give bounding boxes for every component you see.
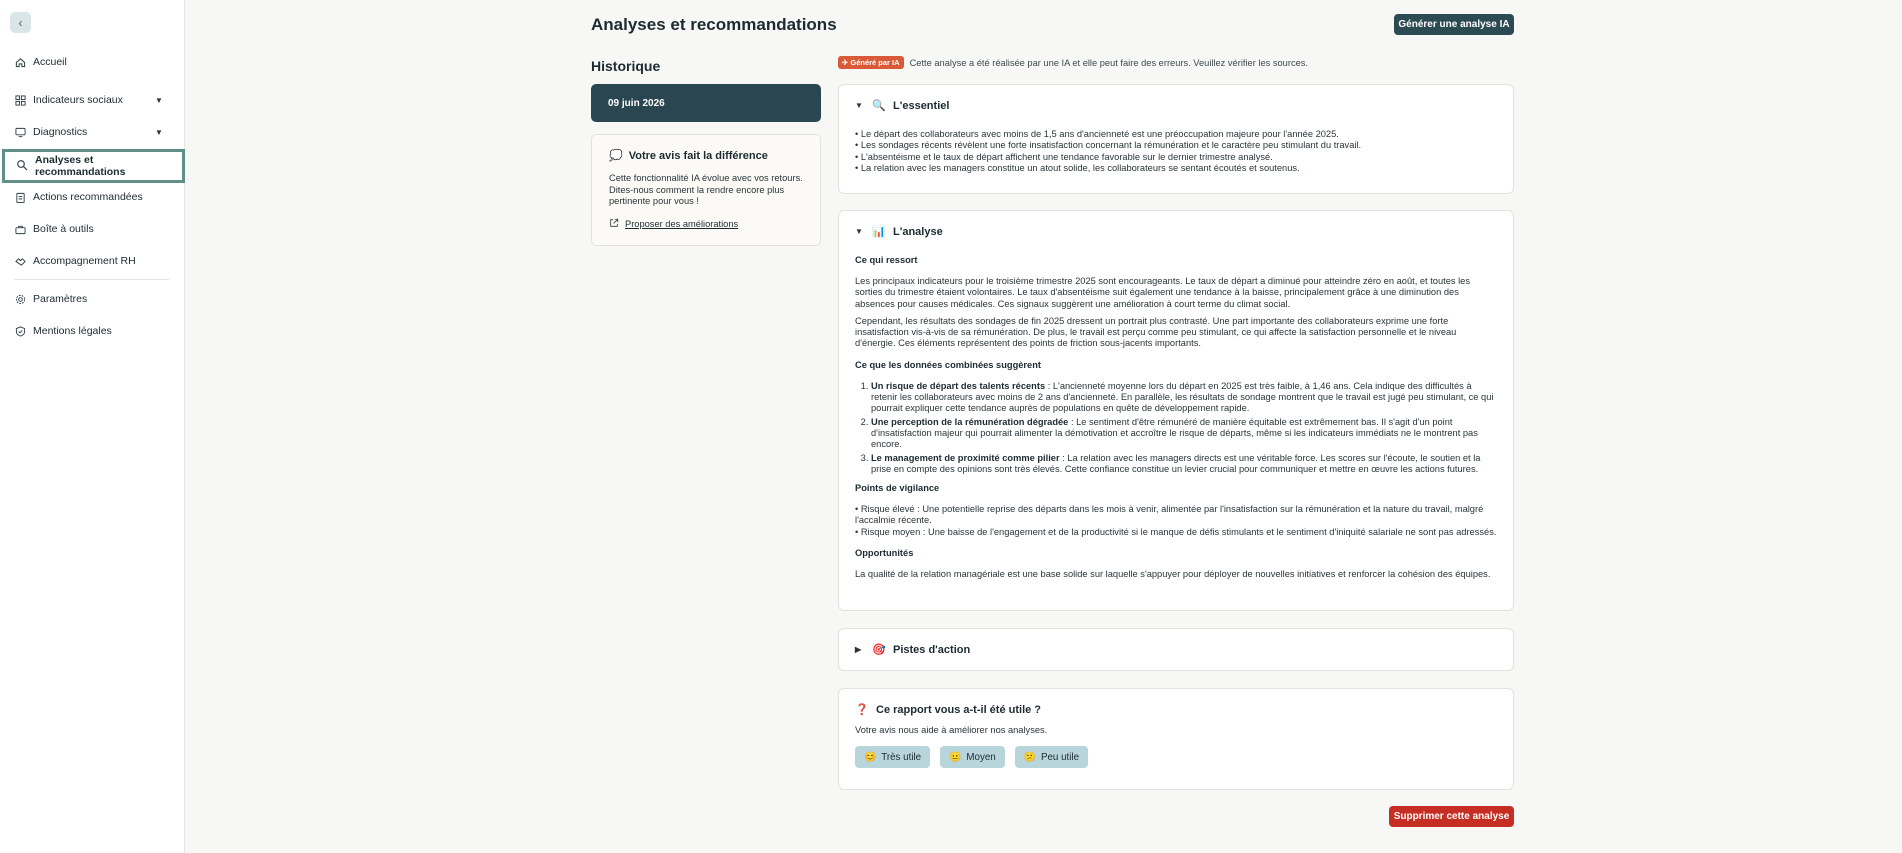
monitor-icon [14, 126, 26, 138]
rating-title-text: Ce rapport vous a-t-il été utile ? [876, 703, 1042, 716]
paragraph: La qualité de la relation managériale est une base solide sur laquelle s'appuyer pour déployer de nouvelles initiatives et renforcer la cohésion des équipes. [855, 569, 1491, 580]
list-item: • La relation avec les managers constitue un atout solide, les collaborateurs se sentant écoutés et soutenus. [855, 162, 1300, 173]
rating-options [855, 746, 1497, 768]
external-link-icon [609, 218, 619, 230]
history-item-date[interactable]: 09 juin 2026 [591, 84, 821, 122]
sad-face-icon: 😕 [1023, 751, 1036, 763]
rating-card [838, 688, 1514, 790]
home-icon [14, 56, 26, 68]
rating-option-label: Moyen [966, 751, 996, 763]
ai-generated-badge: ✈ Généré par IA [838, 56, 904, 69]
section-heading: Ce que les données combinées suggèrent [855, 359, 1041, 370]
analyse-card [838, 210, 1514, 611]
question-mark-icon: ❓ [855, 704, 869, 716]
propose-improvements-link[interactable] [609, 218, 803, 230]
toolbox-icon [14, 223, 26, 235]
shield-icon [14, 325, 26, 337]
essentiel-bullets [855, 129, 1497, 174]
section-heading: Ce qui ressort [855, 255, 918, 265]
sidebar-item-boite-a-outils[interactable] [14, 223, 94, 235]
delete-analysis-button[interactable]: Supprimer cette analyse [1389, 806, 1514, 827]
sidebar-item-label: Accompagnement RH [33, 255, 136, 267]
section-heading: Points de vigilance [855, 483, 940, 494]
essentiel-title: L'essentiel [893, 99, 950, 112]
caret-down-icon: ▼ [155, 95, 163, 105]
numbered-list [855, 381, 1497, 475]
sidebar-item-label: Actions recommandées [33, 191, 143, 203]
collapse-sidebar-button[interactable] [10, 12, 31, 33]
sidebar-item-label: Accueil [33, 56, 67, 68]
list-item-bold: Une perception de la rémunération dégradée [871, 416, 1069, 427]
sidebar-item-actions-recommandees[interactable] [14, 191, 143, 203]
list-item-bold: Le management de proximité comme pilier [871, 452, 1060, 463]
neutral-face-icon: 😐 [949, 751, 962, 763]
bar-chart-icon: 📊 [872, 226, 886, 238]
pistes-card [838, 628, 1514, 671]
analyse-title: L'analyse [893, 225, 943, 238]
list-item: • Risque élevé : Une potentielle reprise des départs dans les mois à venir, alimentée par l'insatisfaction sur la rémunération et la nature du travail, malgré l'accalmie récente. [855, 504, 1484, 526]
chevron-left-icon: ‹ [18, 15, 23, 30]
rating-option-label: Très utile [881, 751, 922, 763]
paragraph: Les principaux indicateurs pour le troisième trimestre 2025 sont encourageants. Le taux de départ a diminué pour atteindre zéro en août, et toutes les sorties du trimestre étaient volontaires. Le taux d'absentéisme suit également une tendance à la baisse, principalement grâce à une diminution des absences pour causes médicales. Ces signaux suggèrent une amélioration à court terme du climat social. [855, 276, 1470, 309]
essentiel-card [838, 84, 1514, 194]
happy-face-icon: 😊 [864, 751, 877, 763]
list-item: • Le départ des collaborateurs avec moins de 1,5 ans d'ancienneté est une préoccupation majeure pour l'année 2025. [855, 129, 1339, 139]
pistes-title: Pistes d'action [893, 643, 971, 656]
ai-notice-text: Cette analyse a été réalisée par une IA et elle peut faire des erreurs. Veuillez vérifier les sources. [909, 57, 1308, 68]
sidebar-item-label: Indicateurs sociaux [33, 94, 123, 106]
feedback-card [591, 134, 821, 246]
rating-title [855, 703, 1497, 716]
sidebar-item-label: Boîte à outils [33, 223, 94, 235]
feedback-card-text: Cette fonctionnalité IA évolue avec vos retours. Dites-nous comment la rendre encore plus pertinente pour vous ! [609, 173, 803, 206]
essentiel-header[interactable] [855, 99, 1497, 112]
section-heading: Opportunités [855, 548, 914, 559]
sidebar-item-analyses-et-recommandations[interactable] [2, 149, 185, 183]
paragraph: Cependant, les résultats des sondages de fin 2025 dressent un portrait plus contrasté. Une part importante des collaborateurs exprime une forte insatisfaction vis-à-vis de sa rémunération. De plus, le travail est perçu comme peu stimulant, ce qui affecte la satisfaction personnelle et le niveau d'énergie. Ces éléments représentent des points de friction sous-jacents importants. [855, 315, 1457, 349]
generate-analysis-button[interactable]: Générer une analyse IA [1394, 14, 1514, 35]
sidebar-item-parametres[interactable] [14, 293, 87, 305]
propose-improvements-link-text: Proposer des améliorations [625, 218, 739, 229]
list-item [871, 381, 1497, 415]
handshake-icon [14, 255, 26, 267]
sparkle-search-icon [16, 159, 28, 174]
caret-down-icon: ▼ [855, 101, 863, 110]
rating-option-label: Peu utile [1040, 751, 1080, 763]
ai-notice [838, 56, 1308, 69]
caret-down-icon: ▼ [155, 127, 163, 137]
list-item: • L'absentéisme et le taux de départ affichent une tendance favorable sur le dernier trimestre analysé. [855, 151, 1273, 162]
sidebar-item-label: Paramètres [33, 293, 88, 305]
sidebar-divider [14, 279, 169, 280]
sidebar-item-label: Diagnostics [33, 126, 88, 138]
feedback-card-title-text: Votre avis fait la différence [628, 149, 768, 162]
speech-bubble-icon: 💭 [609, 150, 623, 162]
caret-down-icon: ▼ [855, 227, 863, 236]
feedback-card-title [609, 149, 803, 162]
sidebar-item-diagnostics[interactable] [14, 126, 163, 138]
list-item [871, 453, 1497, 476]
grid-icon [14, 94, 26, 106]
caret-right-icon: ▶ [855, 645, 862, 654]
sidebar-item-accompagnement-rh[interactable] [14, 255, 136, 267]
clipboard-icon [14, 191, 26, 203]
pistes-header[interactable] [855, 643, 1497, 656]
list-item [871, 417, 1497, 451]
sidebar-item-accueil[interactable] [14, 56, 67, 68]
rating-very-useful-button[interactable] [855, 746, 930, 768]
sidebar-item-label: Analyses et recommandations [35, 154, 126, 178]
page-title: Analyses et recommandations [591, 15, 837, 34]
magnifier-icon: 🔍 [872, 100, 886, 112]
analyse-body [855, 255, 1497, 580]
list-item-text: : Le sentiment d'être rémunéré de manière équitable est extrêmement bas. Il s'agit d'un point d'insatisfaction majeur qui pourrait alimenter la démotivation et accroître le risque de départs, même si les indicateurs immédiats ne le montrent pas encore. [871, 416, 1478, 450]
list-item-text: : L'ancienneté moyenne lors du départ en 2025 est très faible, à 1,46 ans. Cela indique des difficultés à retenir les collaborateurs avec moins de 2 ans d'ancienneté. En parallèle, les résultats de sondage montrent que le travail est jugé peu stimulant, ce qui pourrait expliquer cette tendance auprès de populations en quête de développement rapide. [871, 380, 1494, 414]
list-item: • Les sondages récents révèlent une forte insatisfaction concernant la rémunération et le caractère peu stimulant du travail. [855, 140, 1362, 151]
analyse-header[interactable] [855, 225, 1497, 238]
history-title: Historique [591, 58, 661, 74]
sidebar [0, 0, 185, 853]
rating-subtitle: Votre avis nous aide à améliorer nos analyses. [855, 725, 1048, 735]
target-icon: 🎯 [872, 644, 886, 656]
sidebar-item-indicateurs-sociaux[interactable] [14, 94, 163, 106]
vigilance-list [855, 504, 1497, 538]
sidebar-item-label: Mentions légales [33, 325, 112, 337]
sidebar-item-mentions-legales[interactable] [14, 325, 112, 337]
rating-medium-button[interactable] [940, 746, 1005, 768]
rating-not-useful-button[interactable] [1015, 746, 1088, 768]
list-item-text: : La relation avec les managers directs est une véritable force. Les scores sur l'écoute, le soutien et la prise en compte des opinions sont très élevés. Cette confiance constitue un levier crucial pour communiquer et mettre en œuvre les actions futures. [871, 452, 1481, 474]
gear-icon [14, 293, 26, 305]
list-item: • Risque moyen : Une baisse de l'engagement et de la productivité si le manque de défis stimulants et le sentiment d'iniquité salariale ne sont pas adressés. [855, 526, 1497, 537]
list-item-bold: Un risque de départ des talents récents [871, 380, 1046, 391]
